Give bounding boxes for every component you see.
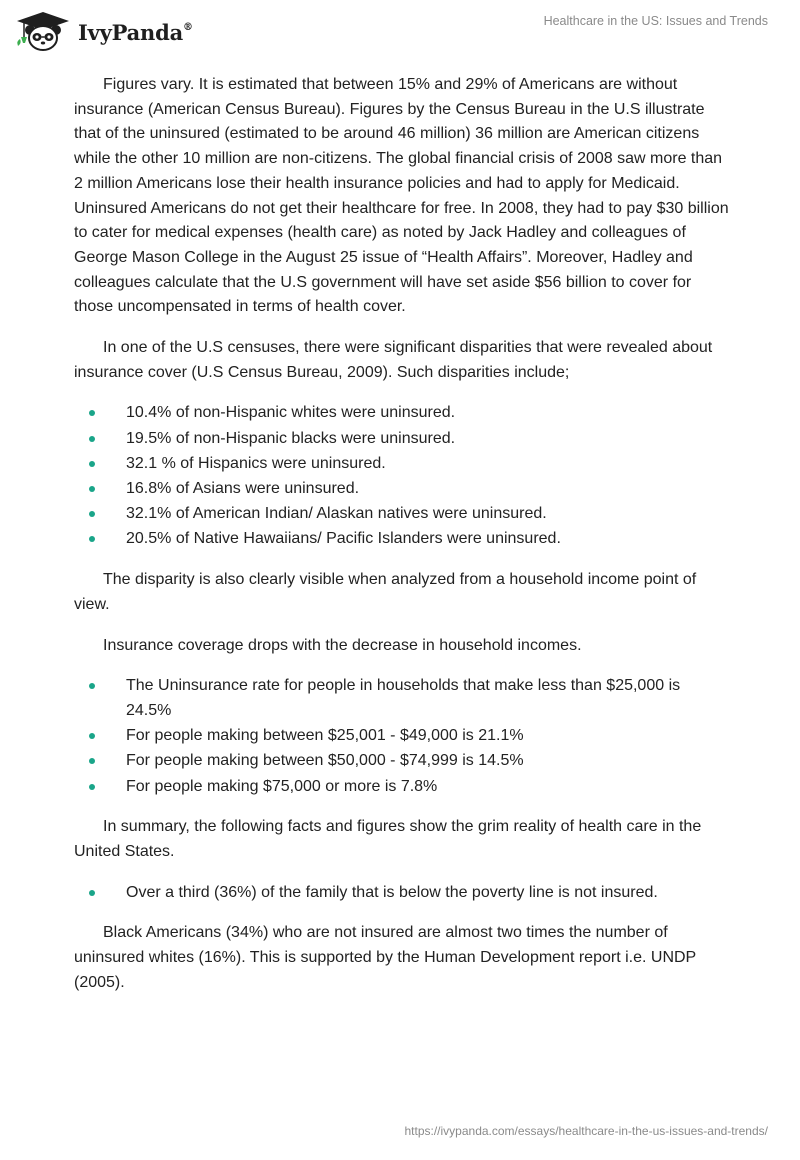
list-item: 10.4% of non-Hispanic whites were uninsured. — [126, 401, 729, 426]
list-item: The Uninsurance rate for people in households that make less than $25,000 is 24.5% — [126, 674, 729, 723]
summary-list — [74, 881, 729, 906]
panda-graduate-icon — [14, 10, 72, 52]
list-item: For people making between $50,000 - $74,999 is 14.5% — [126, 749, 729, 774]
list-item: For people making $75,000 or more is 7.8% — [126, 775, 729, 800]
list-item: 20.5% of Native Hawaiians/ Pacific Islanders were uninsured. — [126, 527, 729, 552]
essay-body — [74, 73, 729, 1012]
document-title: Healthcare in the US: Issues and Trends — [543, 14, 768, 28]
income-list — [74, 674, 729, 799]
list-item: 16.8% of Asians were uninsured. — [126, 477, 729, 502]
paragraph: The disparity is also clearly visible when analyzed from a household income point of view. — [74, 571, 697, 613]
list-item: For people making between $25,001 - $49,000 is 21.1% — [126, 724, 729, 749]
paragraph: In summary, the following facts and figures show the grim reality of health care in the United States. — [74, 818, 702, 860]
page-header — [0, 0, 800, 60]
paragraph: In one of the U.S censuses, there were significant disparities that were revealed about insurance cover (U.S Census Bureau, 2009). Such disparities include; — [74, 339, 713, 381]
paragraph: Figures vary. It is estimated that between 15% and 29% of Americans are without insurance (American Census Bureau). Figures by the Census Bureau in the U.S illustrate that of the uninsured (estimated to be around 46 million) 36 million are American citizens while the other 10 million are non-citizens. The global financial crisis of 2008 saw more than 2 million Americans lose their health insurance policies and had to apply for Medicaid. Uninsured Americans do not get their healthcare for free. In 2008, they had to pay $30 billion to cater for medical expenses (health care) as noted by Jack Hadley and colleagues of George Mason College in the August 25 issue of “Health Affairs”. Moreover, Hadley and colleagues calculate that the U.S government will have set aside $56 billion to cover for those uncompensated in terms of health cover. — [74, 76, 729, 316]
brand-name: IvyPanda® — [78, 19, 193, 45]
list-item: 19.5% of non-Hispanic blacks were uninsured. — [126, 427, 729, 452]
disparities-list — [74, 401, 729, 552]
paragraph: Black Americans (34%) who are not insured are almost two times the number of uninsured whites (16%). This is supported by the Human Development report i.e. UNDP (2005). — [74, 924, 696, 991]
brand-logo[interactable] — [14, 10, 193, 52]
list-item: 32.1 % of Hispanics were uninsured. — [126, 452, 729, 477]
paragraph: Insurance coverage drops with the decrease in household incomes. — [103, 636, 582, 654]
source-url[interactable]: https://ivypanda.com/essays/healthcare-in-the-us-issues-and-trends/ — [404, 1124, 768, 1138]
list-item: 32.1% of American Indian/ Alaskan natives were uninsured. — [126, 502, 729, 527]
list-item: Over a third (36%) of the family that is below the poverty line is not insured. — [126, 881, 729, 906]
